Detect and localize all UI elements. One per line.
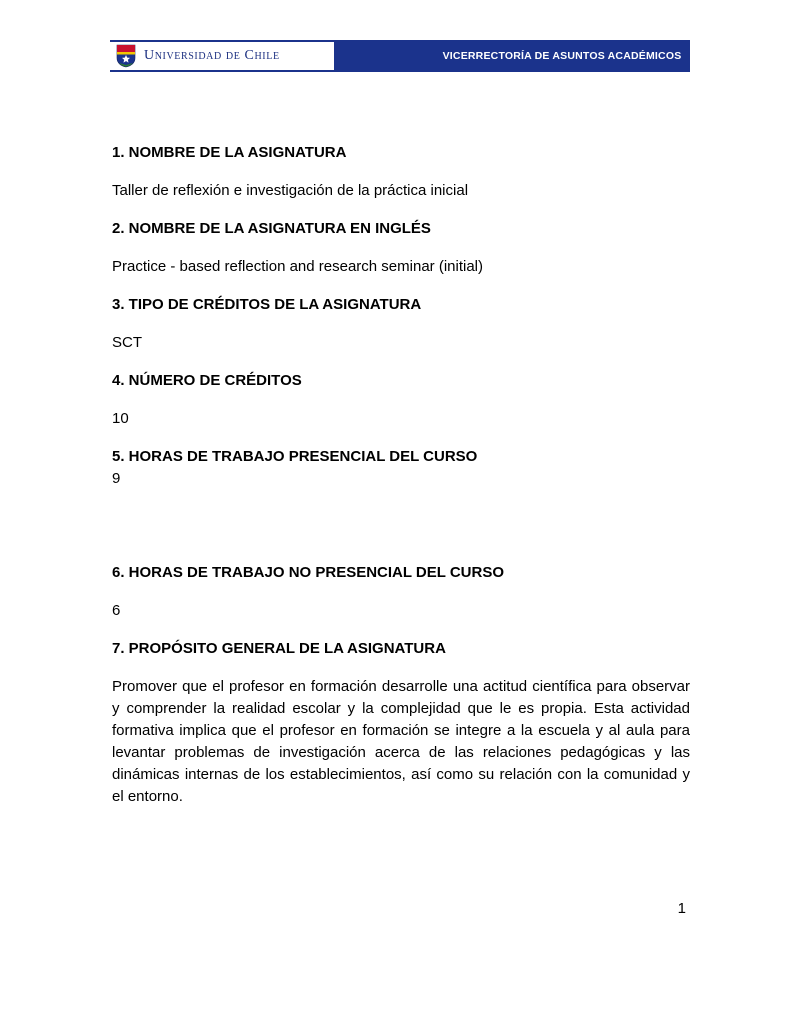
header-banner: [110, 40, 690, 72]
section-2-heading: 2. NOMBRE DE LA ASIGNATURA EN INGLÉS: [112, 220, 431, 237]
section-4-body: 10: [112, 410, 129, 427]
section-7-heading: 7. PROPÓSITO GENERAL DE LA ASIGNATURA: [112, 640, 446, 657]
section-4: [112, 370, 690, 430]
section-1-heading: 1. NOMBRE DE LA ASIGNATURA: [112, 144, 347, 161]
section-2: [112, 218, 690, 278]
section-1: [112, 142, 690, 202]
section-7-body: Promover que el profesor en formación desarrolle una actitud científica para observar y comprender la realidad escolar y la complejidad que le es propia. Esta actividad formativa implica que el profesor en formación se integre a la escuela y al aula para levantar problemas de investigación acerca de las relaciones pedagógicas y las dinámicas internas de los establecimientos, así como su relación con la comunidad y el entorno.: [112, 678, 690, 805]
section-6-body: 6: [112, 602, 121, 619]
section-4-heading: 4. NÚMERO DE CRÉDITOS: [112, 372, 302, 389]
section-2-body: Practice - based reflection and research seminar (initial): [112, 258, 483, 275]
page-number: 1: [677, 900, 686, 917]
section-6-heading: 6. HORAS DE TRABAJO NO PRESENCIAL DEL CURSO: [112, 564, 504, 581]
section-3-heading: 3. TIPO DE CRÉDITOS DE LA ASIGNATURA: [112, 296, 422, 313]
section-3-body: SCT: [112, 334, 142, 351]
section-7: [112, 638, 690, 808]
section-6: [112, 562, 690, 622]
section-1-body: Taller de reflexión e investigación de la práctica inicial: [112, 182, 469, 199]
section-5-body: 9: [112, 470, 121, 487]
university-logo-icon: [116, 44, 136, 68]
section-5-heading: 5. HORAS DE TRABAJO PRESENCIAL DEL CURSO: [112, 448, 478, 465]
section-5: [112, 446, 690, 490]
document-content: [112, 72, 690, 808]
university-name: Universidad de Chile: [144, 48, 280, 63]
banner-department: VICERRECTORÍA DE ASUNTOS ACADÉMICOS: [442, 50, 682, 62]
section-3: [112, 294, 690, 354]
university-brand: [110, 42, 334, 70]
